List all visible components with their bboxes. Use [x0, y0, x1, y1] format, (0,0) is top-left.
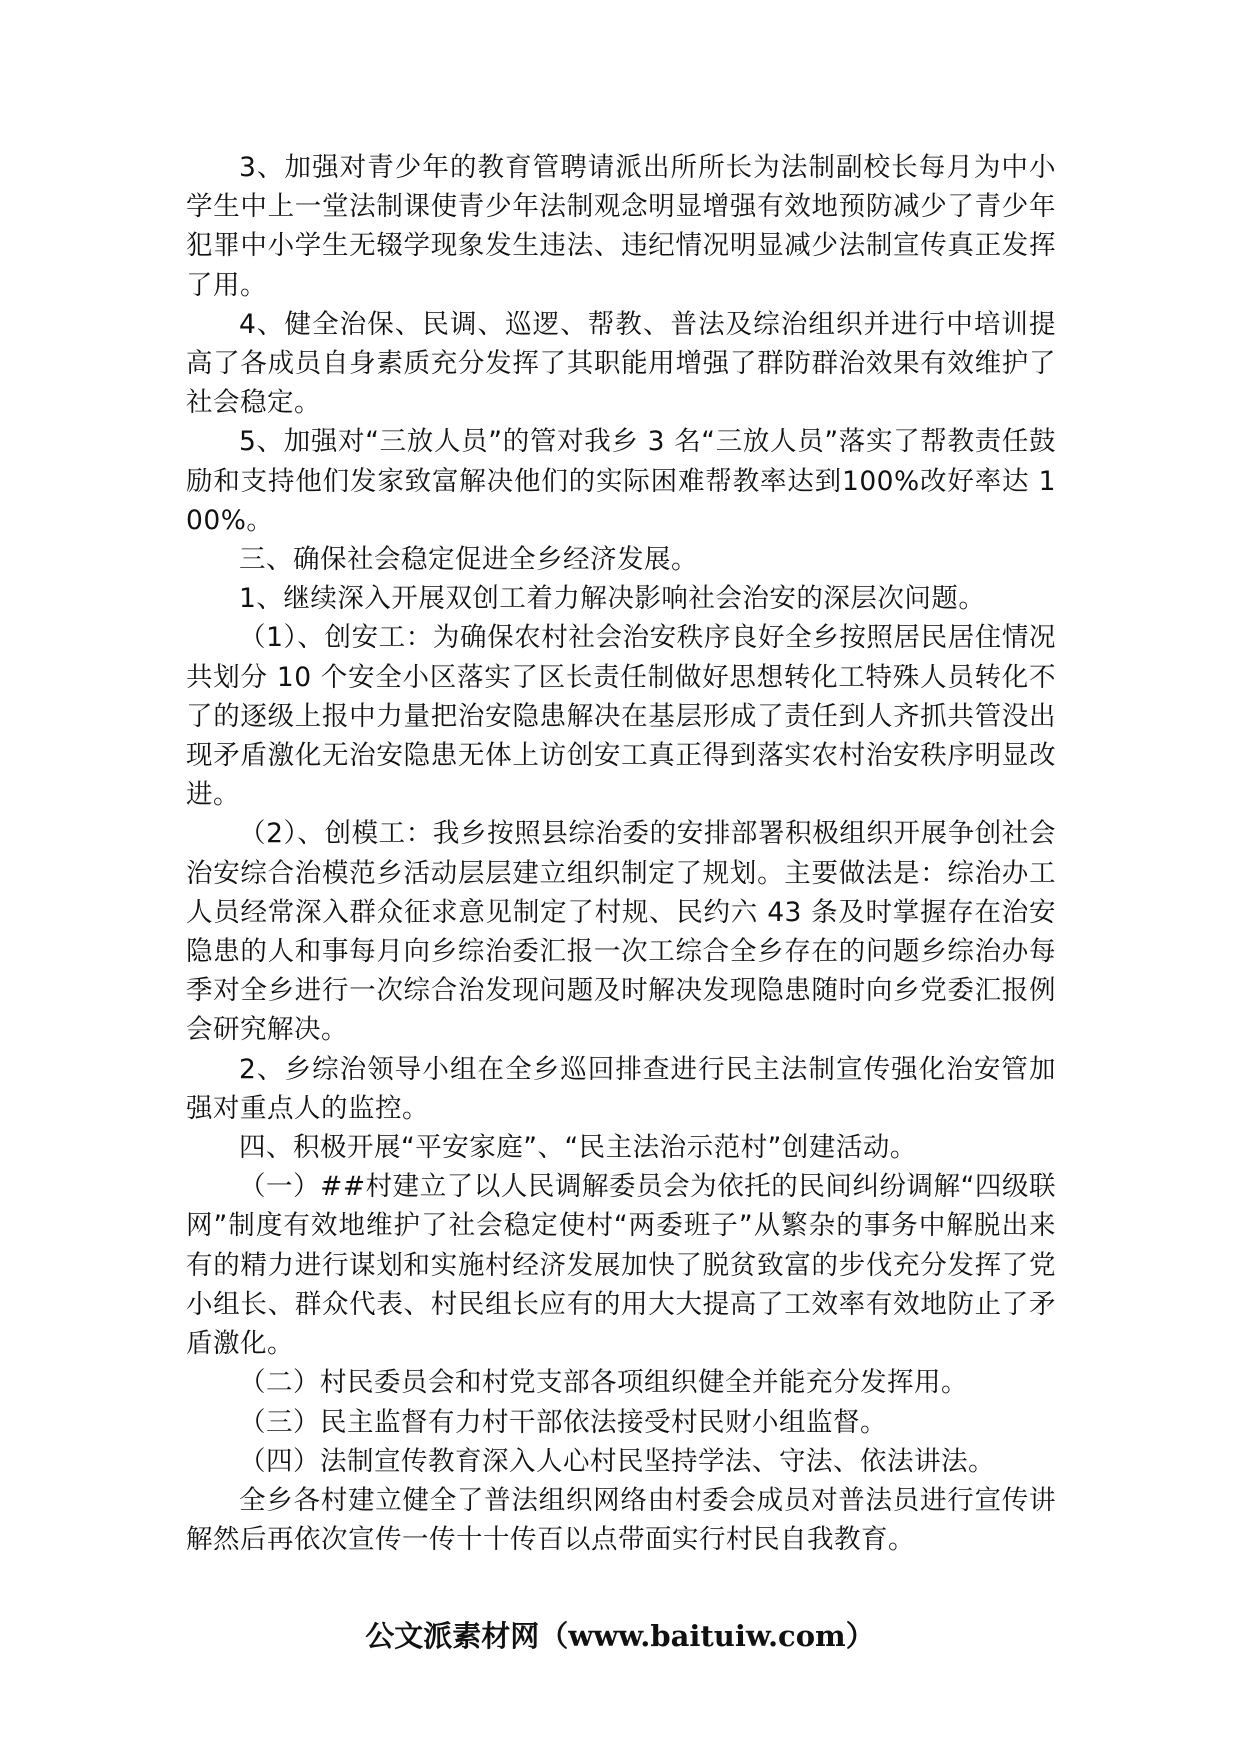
section-heading: 四、积极开展“平安家庭”、“民主法治示范村”创建活动。	[239, 1132, 917, 1164]
paragraph: 1、继续深入开展双创工着力解决影响社会治安的深层次问题。	[239, 583, 986, 615]
paragraph: （四）法制宣传教育深入人心村民坚持学法、守法、依法讲法。	[239, 1445, 995, 1477]
paragraph: （三）民主监督有力村干部依法接受村民财小组监督。	[239, 1406, 887, 1438]
paragraph: （二）村民委员会和村党支部各项组织健全并能充分发挥用。	[239, 1367, 968, 1399]
paragraph: 4、健全治保、民调、巡逻、帮教、普法及综治组织并进行中培训提高了各成员自身素质充分发挥了其职能用增强了群防群治效果有效维护了社会稳定。	[186, 308, 1056, 419]
footer-watermark: 公文派素材网（www.baituiw.com）	[365, 1619, 875, 1653]
paragraph: （一）##村建立了以人民调解委员会为依托的民间纠纷调解“四级联网”制度有效地维护了社会稳定使村“两委班子”从繁杂的事务中解脱出来有的精力进行谋划和实施村经济发展加快了脱贫致富的步伐充分发挥了党小组长、群众代表、村民组长应有的用大大提高了工效率有效地防止了矛盾激化。	[186, 1171, 1056, 1360]
paragraph: （2）、创模工：我乡按照县综治委的安排部署积极组织开展争创社会治安综合治模范乡活动层层建立组织制定了规划。主要做法是：综治办工人员经常深入群众征求意见制定了村规、民约六 43 条及时掌握存在治安隐患的人和事每月向乡综治委汇报一次工综合全乡存在的问题乡综治办每季对全乡进行一次综合治发现问题及时解决发现隐患随时向乡党委汇报例会研究解决。	[186, 818, 1056, 1046]
section-heading: 三、确保社会稳定促进全乡经济发展。	[239, 544, 698, 576]
paragraph: 2、乡综治领导小组在全乡巡回排查进行民主法制宣传强化治安管加强对重点人的监控。	[186, 1053, 1056, 1124]
paragraph: （1）、创安工：为确保农村社会治安秩序良好全乡按照居民居住情况共划分 10 个安全小区落实了区长责任制做好思想转化工特殊人员转化不了的逐级上报中力量把治安隐患解决在基层形成了责任到人齐抓共管没出现矛盾激化无治安隐患无体上访创安工真正得到落实农村治安秩序明显改进。	[186, 622, 1056, 811]
paragraph: 全乡各村建立健全了普法组织网络由村委会成员对普法员进行宣传讲解然后再依次宣传一传十十传百以点带面实行村民自我教育。	[186, 1484, 1056, 1556]
document-body	[186, 148, 1056, 1559]
paragraph: 5、加强对“三放人员”的管对我乡 3 名“三放人员”落实了帮教责任鼓励和支持他们发家致富解决他们的实际困难帮教率达到100%改好率达 100%。	[186, 426, 1056, 536]
paragraph: 3、加强对青少年的教育管聘请派出所所长为法制副校长每月为中小学生中上一堂法制课使青少年法制观念明显增强有效地预防减少了青少年犯罪中小学生无辍学现象发生违法、违纪情况明显减少法制宣传真正发挥了用。	[186, 152, 1056, 301]
